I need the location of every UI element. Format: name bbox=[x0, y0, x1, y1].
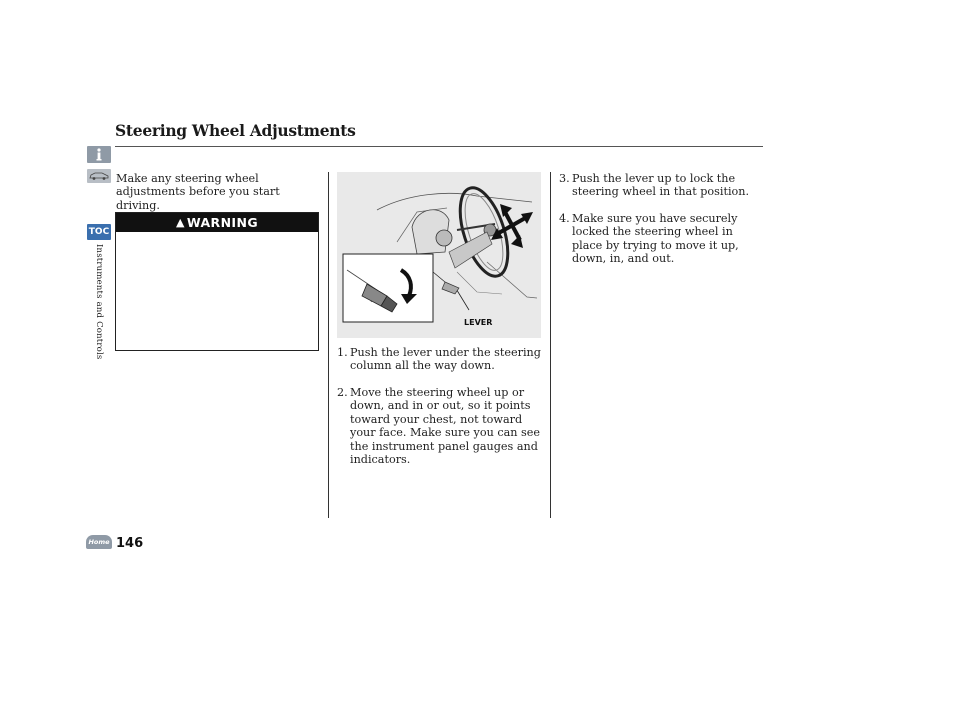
column-divider-left bbox=[328, 172, 329, 518]
home-button[interactable]: Home bbox=[86, 535, 112, 549]
title-rule bbox=[115, 146, 763, 147]
steering-illustration bbox=[337, 172, 541, 338]
page-number: 146 bbox=[116, 536, 144, 551]
car-button[interactable] bbox=[87, 169, 111, 183]
warning-triangle-icon: ▲ bbox=[175, 216, 185, 229]
warning-box bbox=[115, 212, 319, 351]
step-4-number: 4. bbox=[559, 212, 570, 225]
column-divider-right bbox=[550, 172, 551, 518]
step-4-text: Make sure you have securely locked the steering wheel in place by trying to move it up, down, in, and out. bbox=[572, 212, 739, 266]
step-2 bbox=[337, 386, 541, 466]
warning-header bbox=[116, 213, 318, 232]
step-3-number: 3. bbox=[559, 172, 570, 185]
step-4 bbox=[559, 212, 759, 266]
step-2-text: Move the steering wheel up or down, and in or out, so it points toward your chest, not toward your face. Make sure you can see the instrument panel gauges and indicators. bbox=[350, 386, 541, 467]
step-1-text: Push the lever under the steering column all the way down. bbox=[350, 346, 541, 373]
toc-button[interactable]: TOC bbox=[87, 224, 111, 240]
lever-label: LEVER bbox=[464, 318, 493, 327]
page-title: Steering Wheel Adjustments bbox=[115, 121, 356, 140]
intro-text: Make any steering wheel adjustments before you start driving. bbox=[116, 172, 280, 212]
section-label: Instruments and Controls bbox=[94, 244, 104, 360]
step-2-number: 2. bbox=[337, 386, 348, 399]
warning-label: WARNING bbox=[186, 215, 259, 230]
step-1-number: 1. bbox=[337, 346, 348, 359]
car-icon bbox=[88, 171, 110, 181]
steering-figure bbox=[337, 172, 541, 338]
info-icon bbox=[94, 148, 104, 161]
step-3 bbox=[559, 172, 759, 199]
info-button[interactable] bbox=[87, 146, 111, 163]
step-1 bbox=[337, 346, 541, 373]
step-3-text: Push the lever up to lock the steering wheel in that position. bbox=[572, 172, 750, 199]
